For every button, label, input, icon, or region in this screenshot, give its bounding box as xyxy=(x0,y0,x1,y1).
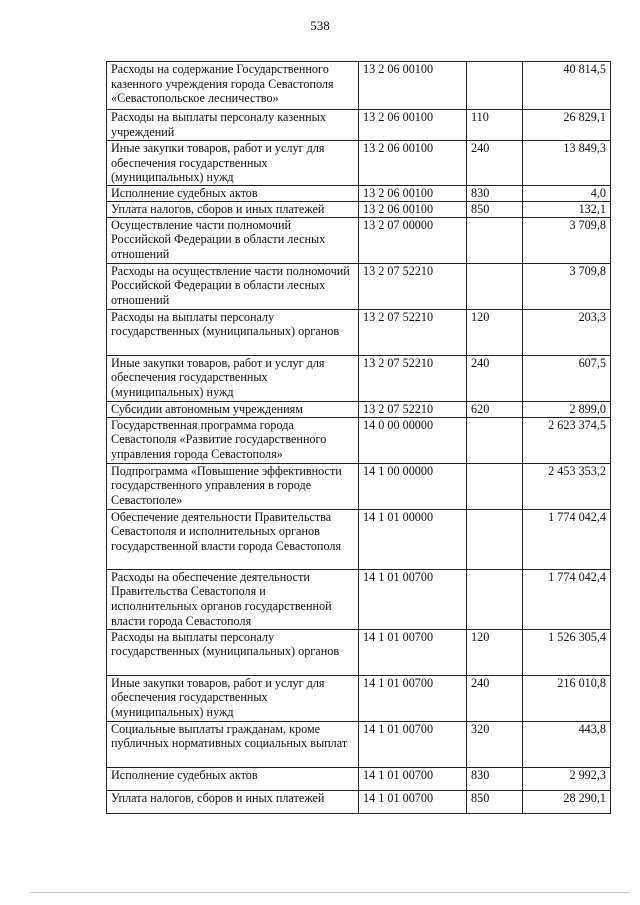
row-code: 13 2 07 52210 xyxy=(359,309,467,355)
row-code: 13 2 06 00100 xyxy=(359,201,467,217)
scan-edge-divider xyxy=(30,892,630,893)
row-sum: 216 010,8 xyxy=(523,675,611,721)
row-type: 120 xyxy=(467,629,523,675)
row-type: 240 xyxy=(467,675,523,721)
row-name: Исполнение судебных актов xyxy=(107,185,359,201)
row-type: 240 xyxy=(467,141,523,186)
table-row xyxy=(107,463,611,509)
row-code: 14 1 01 00700 xyxy=(359,721,467,767)
row-sum: 26 829,1 xyxy=(523,110,611,141)
row-type xyxy=(467,569,523,629)
row-code: 13 2 07 52210 xyxy=(359,401,467,417)
table-row xyxy=(107,355,611,401)
row-name: Уплата налогов, сборов и иных платежей xyxy=(107,790,359,813)
row-type: 240 xyxy=(467,355,523,401)
table-row xyxy=(107,721,611,767)
row-sum: 40 814,5 xyxy=(523,62,611,110)
table-row xyxy=(107,569,611,629)
row-type xyxy=(467,217,523,263)
row-sum: 1 774 042,4 xyxy=(523,509,611,569)
row-name: Уплата налогов, сборов и иных платежей xyxy=(107,201,359,217)
row-name: Иные закупки товаров, работ и услуг для обеспечения государственных (муниципальных) нужд xyxy=(107,675,359,721)
row-sum: 132,1 xyxy=(523,201,611,217)
row-code: 13 2 07 52210 xyxy=(359,263,467,309)
row-sum: 2 623 374,5 xyxy=(523,417,611,463)
row-type xyxy=(467,263,523,309)
budget-table xyxy=(106,61,611,814)
table-row xyxy=(107,309,611,355)
table-row xyxy=(107,401,611,417)
row-type: 320 xyxy=(467,721,523,767)
row-type: 120 xyxy=(467,309,523,355)
table-row xyxy=(107,790,611,813)
row-name: Осуществление части полномочий Российской Федерации в области лесных отношений xyxy=(107,217,359,263)
row-name: Иные закупки товаров, работ и услуг для обеспечения государственных (муниципальных) нужд xyxy=(107,355,359,401)
row-name: Социальные выплаты гражданам, кроме публичных нормативных социальных выплат xyxy=(107,721,359,767)
row-name: Подпрограмма «Повышение эффективности государственного управления в городе Севастополе» xyxy=(107,463,359,509)
row-code: 14 1 01 00700 xyxy=(359,629,467,675)
row-code: 13 2 07 00000 xyxy=(359,217,467,263)
row-sum: 443,8 xyxy=(523,721,611,767)
row-name: Расходы на осуществление части полномочий Российской Федерации в области лесных отношений xyxy=(107,263,359,309)
row-name: Иные закупки товаров, работ и услуг для обеспечения государственных (муниципальных) нужд xyxy=(107,141,359,186)
row-code: 14 1 01 00700 xyxy=(359,675,467,721)
row-type: 830 xyxy=(467,767,523,790)
table-row xyxy=(107,201,611,217)
row-code: 14 1 01 00700 xyxy=(359,767,467,790)
row-name: Расходы на содержание Государственного казенного учреждения города Севастополя «Севастопольское лесничество» xyxy=(107,62,359,110)
row-type: 620 xyxy=(467,401,523,417)
row-code: 13 2 06 00100 xyxy=(359,62,467,110)
row-name: Расходы на выплаты персоналу государственных (муниципальных) органов xyxy=(107,309,359,355)
row-name: Расходы на выплаты персоналу казенных учреждений xyxy=(107,110,359,141)
row-name: Субсидии автономным учреждениям xyxy=(107,401,359,417)
row-name: Исполнение судебных актов xyxy=(107,767,359,790)
table-row xyxy=(107,767,611,790)
row-name: Обеспечение деятельности Правительства Севастополя и исполнительных органов государственной власти города Севастополя xyxy=(107,509,359,569)
row-type: 850 xyxy=(467,201,523,217)
table-row xyxy=(107,417,611,463)
row-type xyxy=(467,463,523,509)
table-row xyxy=(107,141,611,186)
row-sum: 3 709,8 xyxy=(523,217,611,263)
row-code: 14 1 01 00700 xyxy=(359,569,467,629)
row-code: 13 2 06 00100 xyxy=(359,141,467,186)
row-code: 14 1 01 00000 xyxy=(359,509,467,569)
row-type: 830 xyxy=(467,185,523,201)
table-row xyxy=(107,675,611,721)
row-code: 14 0 00 00000 xyxy=(359,417,467,463)
row-sum: 2 992,3 xyxy=(523,767,611,790)
row-sum: 203,3 xyxy=(523,309,611,355)
table-row xyxy=(107,217,611,263)
row-sum: 607,5 xyxy=(523,355,611,401)
row-type xyxy=(467,509,523,569)
row-name: Расходы на выплаты персоналу государственных (муниципальных) органов xyxy=(107,629,359,675)
row-name: Государственная программа города Севастополя «Развитие государственного управления города Севастополя» xyxy=(107,417,359,463)
row-sum: 28 290,1 xyxy=(523,790,611,813)
table-row xyxy=(107,629,611,675)
row-code: 13 2 06 00100 xyxy=(359,185,467,201)
row-sum: 2 899,0 xyxy=(523,401,611,417)
row-sum: 3 709,8 xyxy=(523,263,611,309)
table-row xyxy=(107,185,611,201)
row-sum: 13 849,3 xyxy=(523,141,611,186)
table-row xyxy=(107,62,611,110)
row-code: 13 2 06 00100 xyxy=(359,110,467,141)
row-sum: 4,0 xyxy=(523,185,611,201)
row-code: 14 1 00 00000 xyxy=(359,463,467,509)
row-type: 110 xyxy=(467,110,523,141)
table-row xyxy=(107,263,611,309)
table-row xyxy=(107,110,611,141)
row-code: 14 1 01 00700 xyxy=(359,790,467,813)
page-number: 538 xyxy=(310,18,330,33)
row-sum: 2 453 353,2 xyxy=(523,463,611,509)
row-type xyxy=(467,417,523,463)
row-type xyxy=(467,62,523,110)
row-type: 850 xyxy=(467,790,523,813)
table-row xyxy=(107,509,611,569)
row-sum: 1 774 042,4 xyxy=(523,569,611,629)
row-code: 13 2 07 52210 xyxy=(359,355,467,401)
row-name: Расходы на обеспечение деятельности Правительства Севастополя и исполнительных органов государственной власти города Севастополя xyxy=(107,569,359,629)
row-sum: 1 526 305,4 xyxy=(523,629,611,675)
